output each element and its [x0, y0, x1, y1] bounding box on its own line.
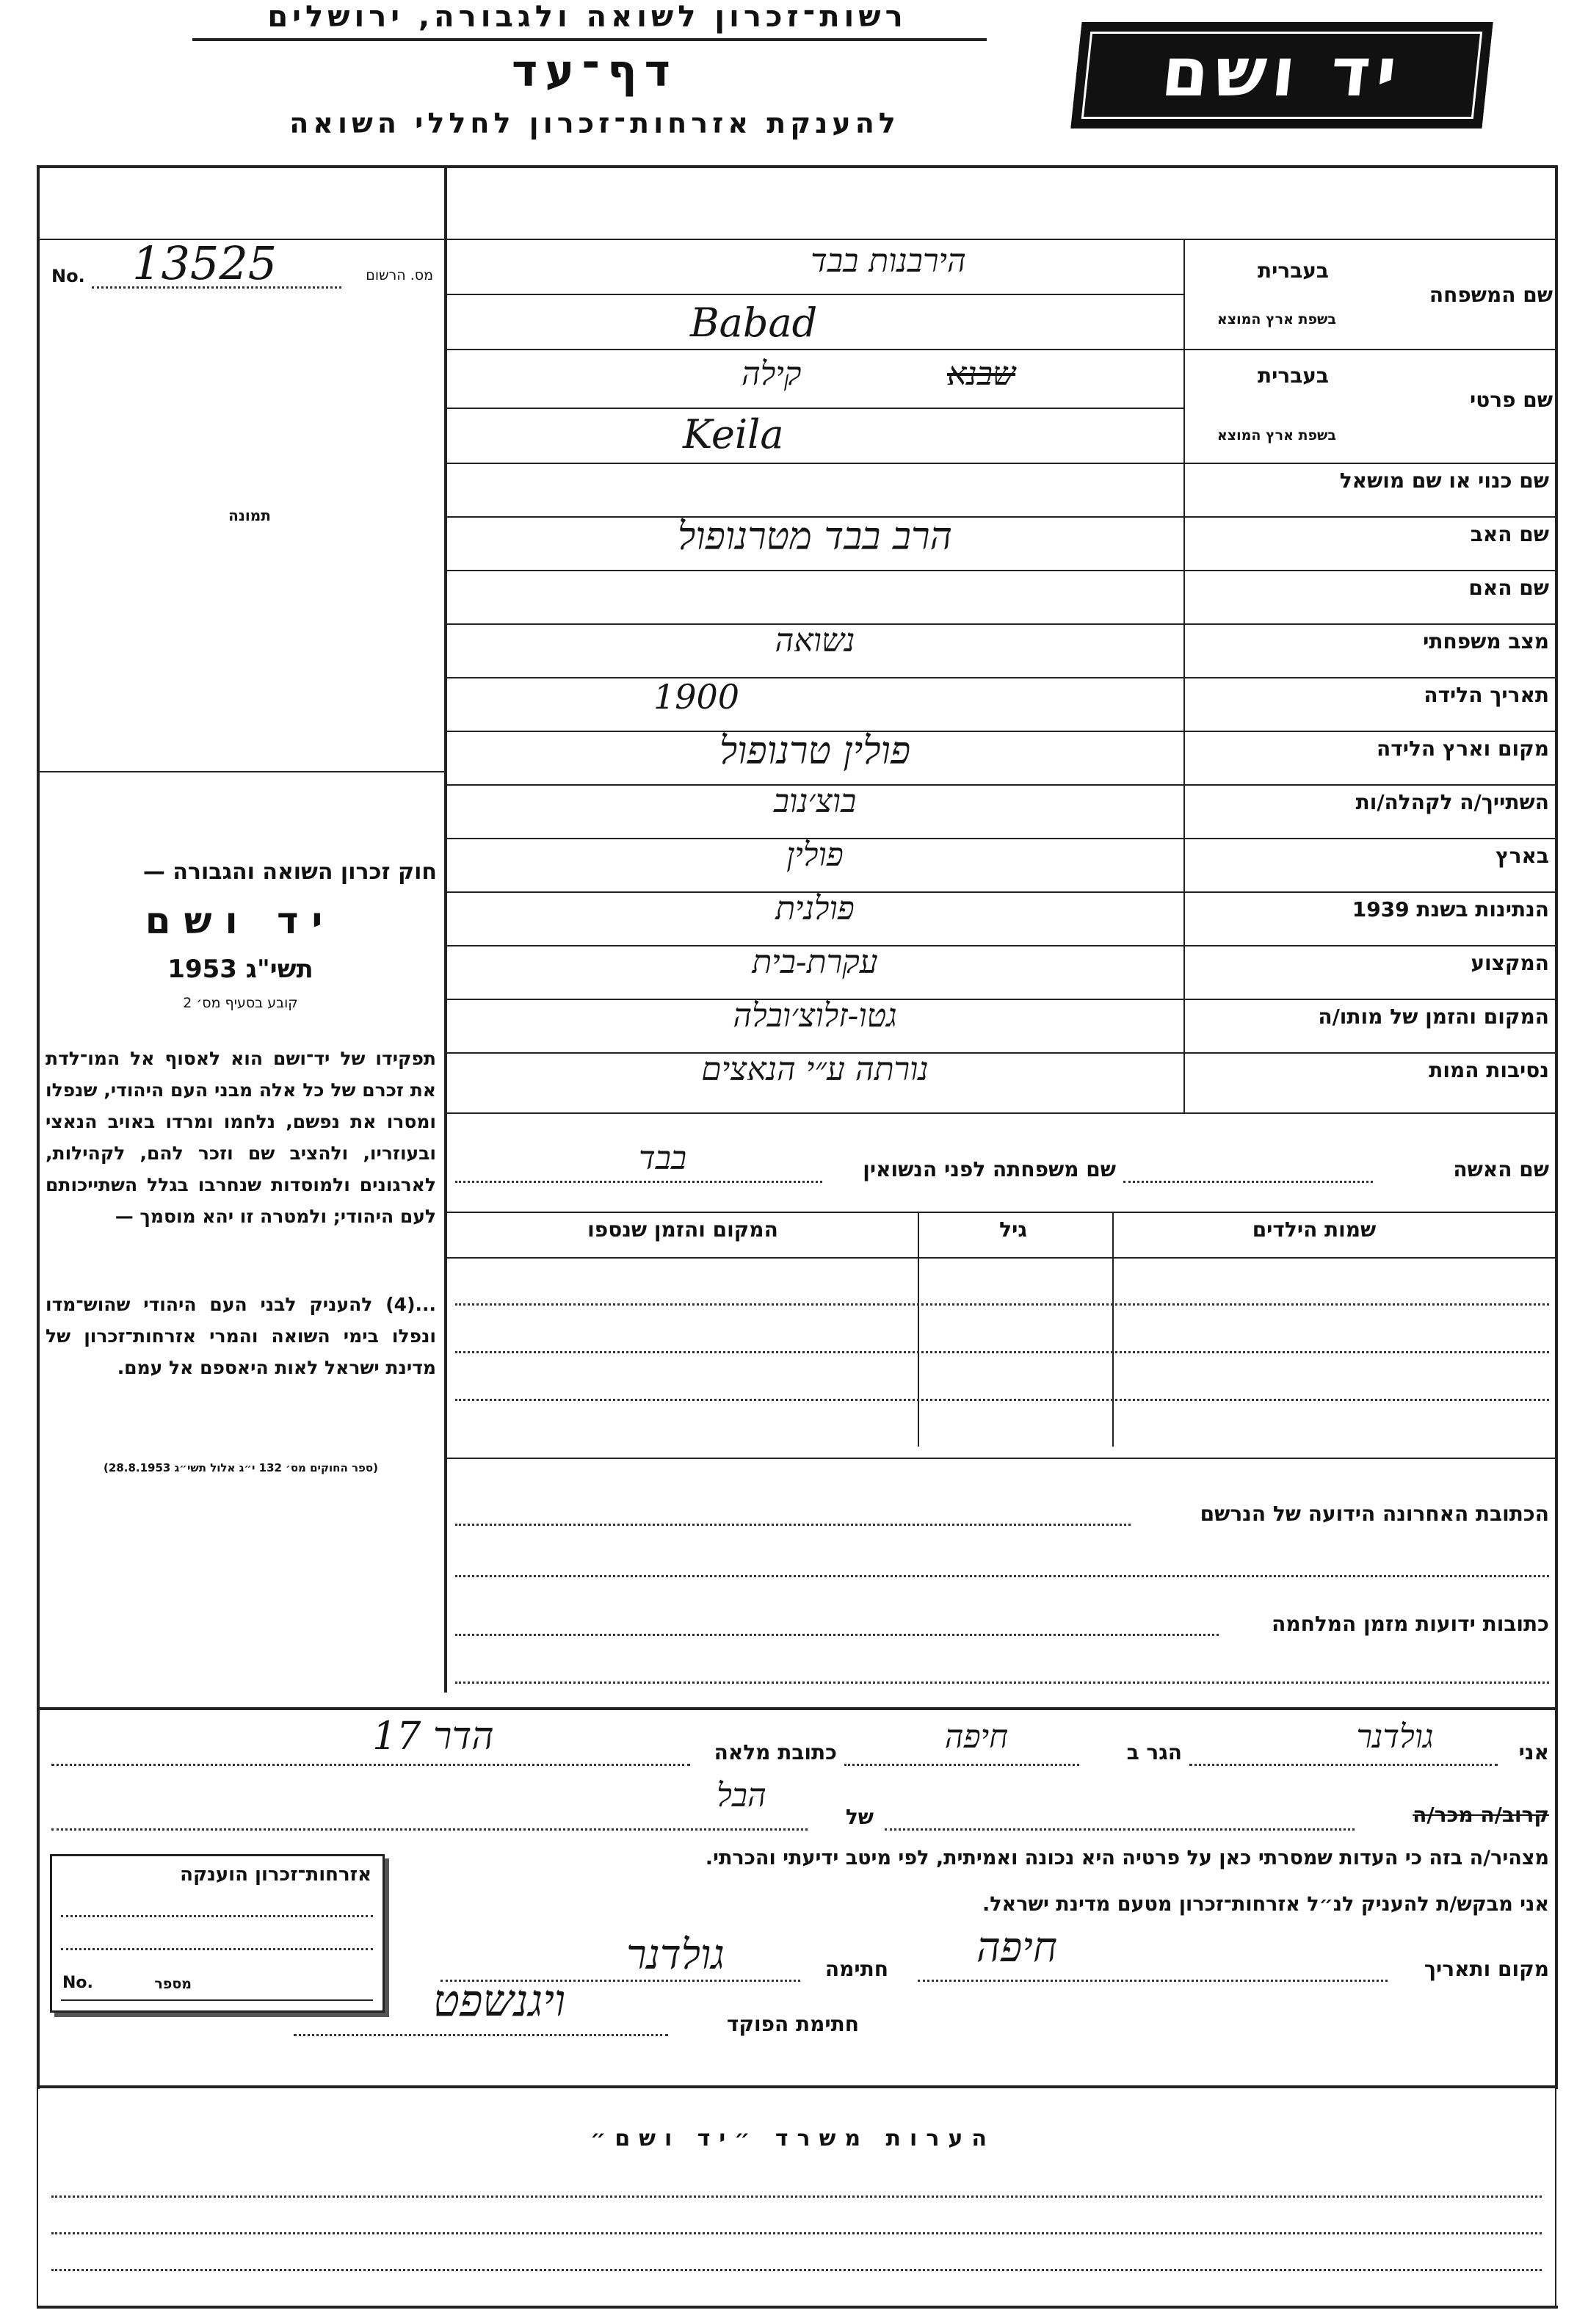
photo-label: תמונה — [228, 507, 271, 524]
given-name-latin-value: Keila — [683, 411, 784, 457]
law-name: יד ושם — [145, 899, 336, 942]
form-top-border — [37, 165, 1558, 168]
birth-date-label: תאריך הלידה — [1424, 683, 1549, 707]
award-box-title: אזרחות־זכרון הוענקה — [180, 1864, 371, 1886]
place-date-dots — [918, 1980, 1388, 1982]
wife-name-label: שם האשה — [1453, 1157, 1549, 1181]
country-label: בארץ — [1495, 844, 1549, 868]
law-body: תפקידו של יד־ושם הוא לאסוף אל המו־לדת את זכרם של כל אלה מבני העם היהודי, שנפלו ומסרו את נפשם, נלחמו ומרדו באויב הנאצי ובעוזריו, ולהציב שם וזכר להם, לקהילות, לארגונים ולמוסדות שנחרבו בגלל השתייכותם לעם היהודי; ולמטרה זו יהא מוסמך — — [46, 1048, 436, 1227]
photo-bottom-line — [37, 771, 444, 772]
children-age-header: גיל — [999, 1217, 1027, 1242]
resident-dots — [844, 1764, 1079, 1766]
place-date-label: מקום ותאריך — [1424, 1957, 1549, 1981]
maiden-name-dots — [455, 1181, 822, 1183]
notes-line-2 — [51, 2232, 1542, 2234]
death-place-label: המקום והזמן של מותו/ה — [1318, 1004, 1549, 1029]
full-address-dots — [51, 1764, 690, 1766]
surname-mid-line — [444, 294, 1183, 295]
notes-bottom-line — [37, 2306, 1558, 2309]
notes-line-1 — [51, 2196, 1542, 2198]
marital-status-label: מצב משפחתי — [1423, 629, 1549, 654]
last-address-label: הכתובת האחרונה הידועה של הנרשם — [1200, 1502, 1549, 1526]
declaration-top-line — [37, 1707, 1558, 1710]
registration-no-label: No. — [51, 266, 85, 286]
wife-name-dots — [1123, 1181, 1373, 1183]
birth-date-value: 1900 — [653, 677, 740, 717]
law-title: חוק זכרון השואה והגבורה — — [142, 859, 437, 885]
profession-value: עקרת-בית — [752, 944, 878, 981]
death-place-value: גטו-זלוצ׳ובלה — [733, 997, 897, 1035]
document-title: דף־עד — [512, 46, 678, 97]
declarant-name-dots — [1189, 1764, 1498, 1766]
resident-label: הגר ב — [1126, 1740, 1182, 1764]
award-box-no-label: No. — [62, 1974, 93, 1992]
surname-label: שם המשפחה — [1429, 283, 1553, 307]
surname-hebrew-value: הירבנות בבד — [811, 242, 966, 280]
law-section: קובע בסעיף מס׳ 2 — [183, 995, 298, 1011]
award-box — [50, 1854, 385, 2013]
nickname-label: שם כנוי או שם מושאל — [1339, 468, 1549, 493]
row-line-4 — [444, 677, 1558, 678]
profession-label: המקצוע — [1471, 951, 1549, 975]
signature-label: חתימה — [824, 1957, 888, 1981]
surname-latin-value: Babad — [690, 300, 818, 346]
mother-name-label: שם האם — [1468, 576, 1549, 600]
row-line-2 — [444, 570, 1558, 571]
surname-hebrew-label: בעברית — [1257, 258, 1329, 283]
document-subtitle: להענקת אזרחות־זכרון לחללי השואה — [289, 107, 900, 140]
children-col-divider-2 — [918, 1212, 919, 1447]
registration-number: 13525 — [132, 236, 278, 290]
logo-text: יד ושם — [1158, 33, 1407, 112]
country-value: פולין — [786, 836, 844, 874]
marital-status-value: נשואה — [775, 622, 855, 659]
community-value: בוצ׳נוב — [773, 783, 857, 820]
maiden-name-label: שם משפחתה לפני הנשואין — [863, 1157, 1116, 1181]
given-bottom-line — [444, 463, 1558, 464]
notes-right-border — [1555, 2085, 1556, 2306]
relation-dots — [885, 1828, 1355, 1831]
given-origin-label: בשפת ארץ המוצא — [1217, 427, 1336, 444]
place-date-value: חיפה — [976, 1924, 1057, 1972]
relation-label: קרוב/ה מכר/ה — [1413, 1803, 1549, 1827]
father-name-value: הרב בבד מטרנופול — [678, 515, 952, 559]
given-name-struck: שבנא — [947, 355, 1016, 393]
form-left-border — [37, 165, 40, 2089]
registration-label: מס. הרשום — [366, 267, 433, 283]
of-label: של — [845, 1805, 874, 1829]
yad-vashem-logo — [1070, 22, 1493, 128]
officer-signature-value: ויגנשפט — [432, 1975, 566, 2027]
surname-origin-label: בשפת ארץ המוצא — [1217, 311, 1336, 327]
father-name-label: שם האב — [1470, 522, 1549, 546]
award-box-dots-2 — [61, 1948, 373, 1950]
wartime-address-dots-2 — [455, 1682, 1549, 1684]
children-table-bottom — [444, 1458, 1558, 1459]
notes-title: הערות משרד ״יד ושם״ — [590, 2126, 996, 2151]
org-underline — [192, 38, 987, 41]
officer-signature-label: חתימת הפוקד — [726, 2012, 859, 2036]
given-name-hebrew-value: קילה — [742, 355, 802, 393]
children-names-header: שמות הילדים — [1252, 1217, 1377, 1242]
form-right-border — [1555, 165, 1558, 2089]
law-clause-4: ...(4) להעניק לבני העם היהודי שהוש־מדו ונפלו בימי השואה והמרי אזרחות־זכרון של מדינת ישראל לאות היאספם אל עמם. — [46, 1294, 436, 1378]
notes-left-border — [37, 2085, 38, 2306]
award-box-number-label: מספר — [154, 1976, 192, 1992]
declarant-ani-label: אני — [1518, 1740, 1549, 1764]
notes-top-line — [37, 2085, 1558, 2088]
law-citation: (ספר החוקים מס׳ 132 י״ג אלול תשי״ג 28.8.1953) — [104, 1461, 378, 1474]
last-address-dots-1 — [455, 1524, 1131, 1526]
children-row-2 — [455, 1351, 1549, 1353]
death-circumstances-label: נסיבות המות — [1429, 1058, 1549, 1082]
wartime-address-label: כתובות ידועות מזמן המלחמה — [1272, 1612, 1549, 1636]
birth-place-value: פולין טרנופול — [719, 729, 911, 773]
left-column-divider — [444, 165, 447, 1693]
given-name-label: שם פרטי — [1469, 388, 1553, 412]
death-circumstances-value: נורתה ע״י הנאצים — [701, 1051, 929, 1088]
signature-value: גולדנר — [626, 1931, 725, 1979]
children-row-1 — [455, 1303, 1549, 1306]
children-place-header: המקום והזמן שנספו — [587, 1217, 778, 1242]
of-dots — [51, 1828, 808, 1831]
given-hebrew-label: בעברית — [1257, 363, 1329, 388]
children-col-divider-1 — [1112, 1212, 1114, 1447]
resident-value: חיפה — [944, 1718, 1009, 1756]
full-address-value: הדר 17 — [372, 1715, 494, 1759]
citizenship-value: פולנית — [775, 890, 855, 927]
award-box-dots-1 — [61, 1915, 373, 1917]
community-label: השתייך/ה לקהלה/ות — [1355, 790, 1549, 814]
children-header-line — [444, 1257, 1558, 1259]
full-address-label: כתובת מלאה — [714, 1740, 837, 1764]
notes-line-3 — [51, 2269, 1542, 2271]
last-address-dots-2 — [455, 1575, 1549, 1577]
row-line-12 — [444, 1112, 1558, 1114]
given-mid-line — [444, 408, 1183, 409]
children-table-top — [444, 1212, 1558, 1213]
top-blank-divider — [444, 165, 446, 239]
law-year: תשי"ג 1953 — [167, 955, 313, 984]
label-column-divider — [1183, 239, 1185, 1112]
children-row-3 — [455, 1399, 1549, 1401]
birth-place-label: מקום וארץ הלידה — [1377, 736, 1549, 761]
declaration-line-2: אני מבקש/ת להעניק לנ״ל אזרחות־זכרון מטעם מדינת ישראל. — [982, 1893, 1549, 1916]
citizenship-label: הנתינות בשנת 1939 — [1352, 897, 1549, 922]
of-value: הבל — [717, 1777, 766, 1814]
wartime-address-dots-1 — [455, 1634, 1219, 1636]
declarant-name-value: גולדנר — [1356, 1718, 1434, 1756]
officer-signature-dots — [294, 2034, 668, 2036]
surname-bottom-line — [444, 349, 1558, 350]
award-box-number-line — [61, 1999, 373, 2001]
maiden-name-value: בבד — [639, 1140, 687, 1177]
org-line: רשות־זכרון לשואה ולגבורה, ירושלים — [267, 0, 907, 34]
declaration-line-1: מצהיר/ה בזה כי העדות שמסרתי כאן על פרטיה היא נכונה ואמיתית, לפי מיטב ידיעתי והכרתי. — [705, 1847, 1549, 1869]
